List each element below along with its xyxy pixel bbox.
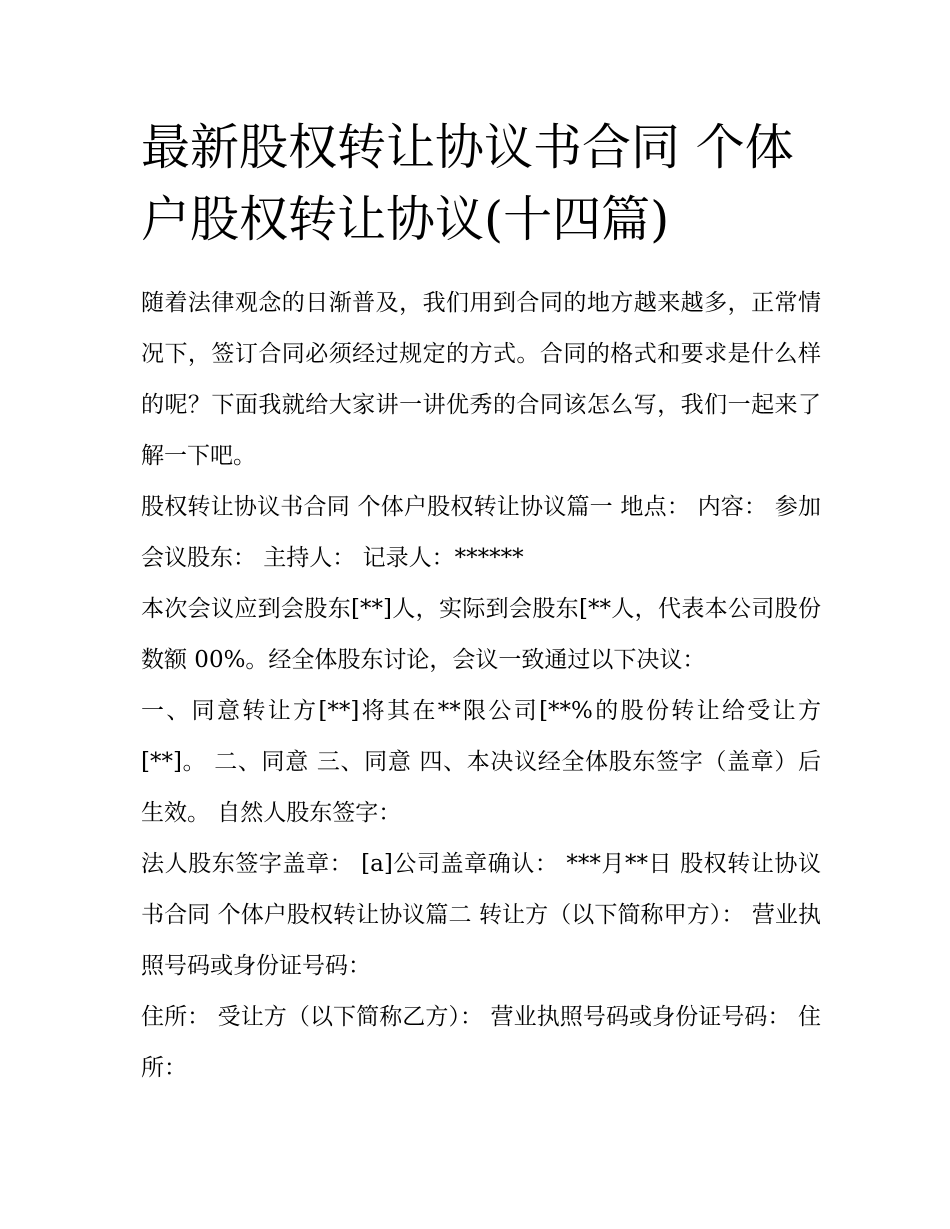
parties-paragraph: 住所： 受让方（以下简称乙方）： 营业执照号码或身份证号码： 住所： xyxy=(141,1004,821,1081)
meeting-info-paragraph: 股权转让协议书合同 个体户股权转让协议篇一 地点： 内容： 参加会议股东： 主持人： 记录人：****** xyxy=(141,494,821,571)
attendance-paragraph: 本次会议应到会股东[**]人，实际到会股东[**人，代表本公司股份数额 00%。经全体股东讨论，会议一致通过以下决议： xyxy=(141,596,821,673)
resolution-paragraph: 一、同意转让方[**]将其在**限公司[**%的股份转让给受让方[**]。 二、同意 三、同意 四、本决议经全体股东签字（盖章）后生效。 自然人股东签字： xyxy=(141,698,821,826)
intro-paragraph: 随着法律观念的日渐普及，我们用到合同的地方越来越多，正常情况下，签订合同必须经过规定的方式。合同的格式和要求是什么样的呢？下面我就给大家讲一讲优秀的合同该怎么写，我们一起来了解一下吧。 xyxy=(141,290,821,469)
document-title: 最新股权转让协议书合同 个体户股权转让协议(十四篇) xyxy=(141,119,794,248)
signature-paragraph: 法人股东签字盖章： [a]公司盖章确认： ***月**日 股权转让协议书合同 个体户股权转让协议篇二 转让方（以下简称甲方）： 营业执照号码或身份证号码： xyxy=(141,851,821,979)
document-body xyxy=(141,112,821,1094)
